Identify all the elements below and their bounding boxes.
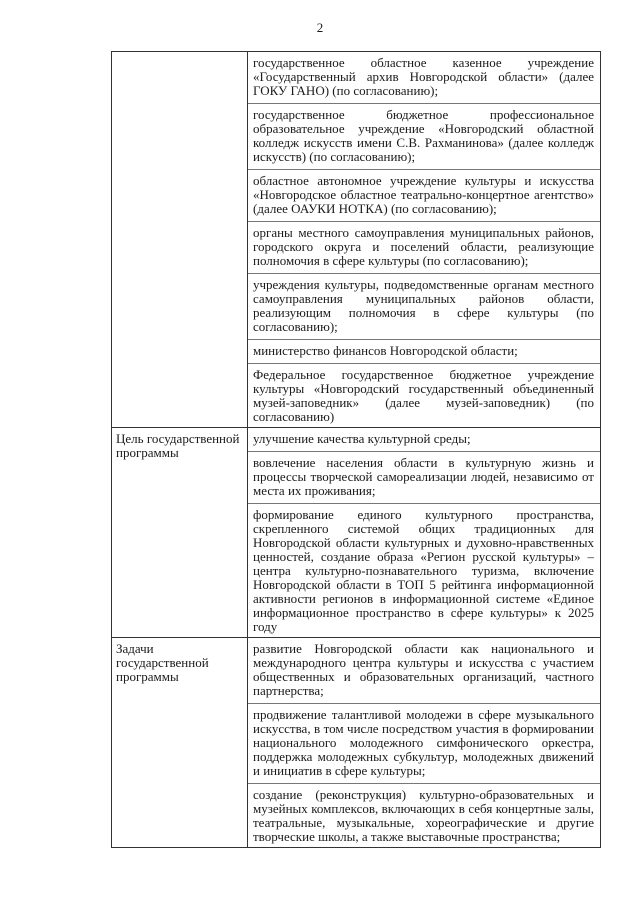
list-item: государственное областное казенное учреждение «Государственный архив Новгородской области» (далее ГОКУ ГАНО) (по согласованию); [253,55,594,98]
list-item: создание (реконструкция) культурно-образовательных и музейных комплексов, включающих в себя концертные залы, театральные, музыкальные, хореографические и другие творческие школы, а также выставочные пространства; [248,783,600,847]
program-passport-table [111,51,601,848]
list-item: развитие Новгородской области как национального и международного центра культуры и искусства с участием общественных и образовательных организаций, частного партнерства; [253,641,594,698]
row-content [248,428,601,638]
row-label: Цель государственной программы [112,428,248,638]
list-item: государственное бюджетное профессиональное образовательное учреждение «Новгородский областной колледж искусств имени С.В. Рахманинова» (далее колледж искусств) (по согласованию); [248,103,600,169]
table-row-goal [112,428,601,638]
row-content [248,638,601,848]
row-label: Задачи государственной программы [112,638,248,848]
row-label [112,52,248,428]
table-row-participants [112,52,601,428]
list-item: вовлечение населения области в культурную жизнь и процессы творческой самореализации людей, независимо от места их проживания; [248,451,600,503]
list-item: продвижение талантливой молодежи в сфере музыкального искусства, в том числе посредством участия в формировании национального молодежного симфонического оркестра, поддержка молодежных субкультур, молодежных движений и инициатив в сфере культуры; [248,703,600,783]
list-item: министерство финансов Новгородской области; [248,339,600,363]
list-item: улучшение качества культурной среды; [253,431,471,446]
list-item: органы местного самоуправления муниципальных районов, городского округа и поселений области, реализующие полномочия в сфере культуры (по согласованию); [248,221,600,273]
list-item: формирование единого культурного пространства, скрепленного системой общих традиционных для Новгородской области культурных и духовно-нравственных ценностей, создание образа «Регион русской культуры» – центра культурно-познавательного туризма, включение Новгородской области в ТОП 5 рейтинга информационной активности регионов в информационной системе «Единое информационное пространство в сфере культуры» к 2025 году [248,503,600,637]
list-item: областное автономное учреждение культуры и искусства «Новгородское областное театрально-концертное агентство» (далее ОАУКИ НОТКА) (по согласованию); [248,169,600,221]
row-content [248,52,601,428]
list-item: учреждения культуры, подведомственные органам местного самоуправления муниципальных районов области, реализующим полномочия в сфере культуры (по согласованию); [248,273,600,339]
page-number: 2 [316,20,324,35]
table-row-tasks [112,638,601,848]
list-item: Федеральное государственное бюджетное учреждение культуры «Новгородский государственный объединенный музей-заповедник» (далее музей-заповедник) (по согласованию) [248,363,600,427]
